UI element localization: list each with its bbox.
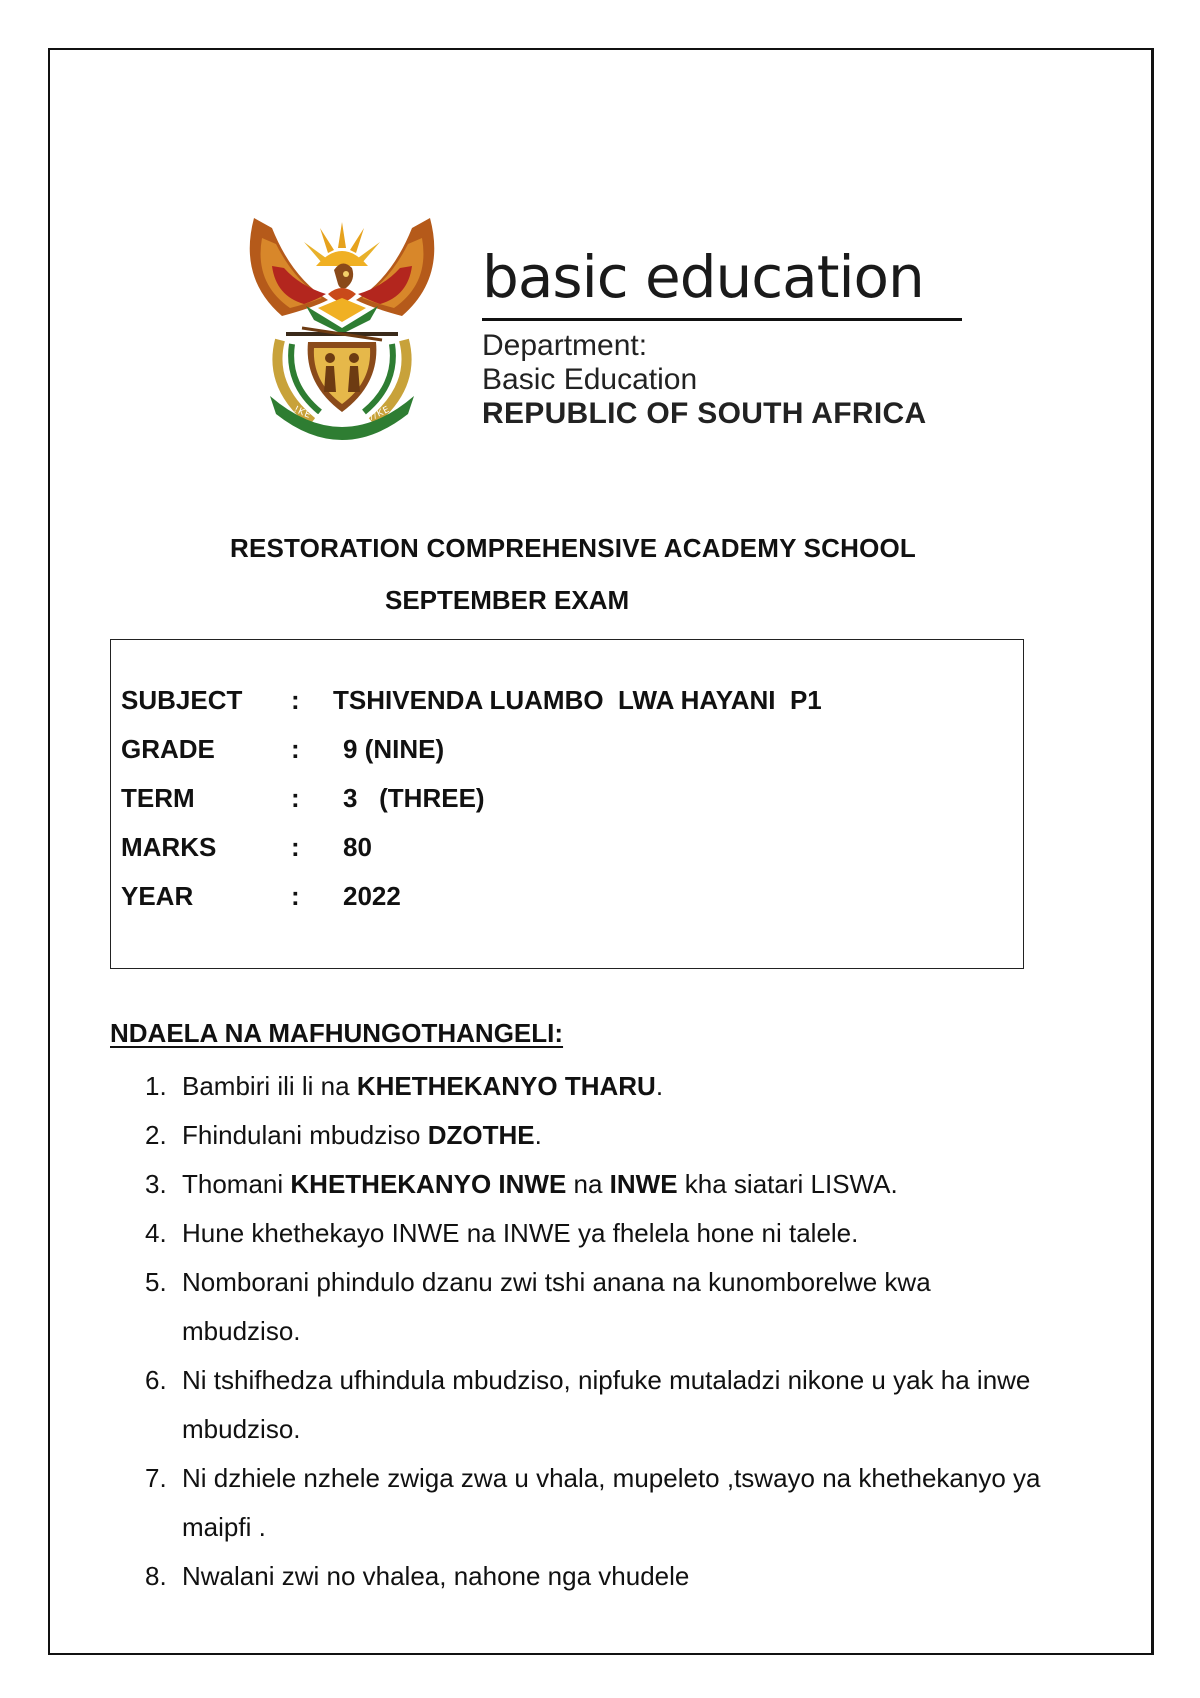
coat-of-arms-logo (242, 208, 442, 454)
department-label: Department: (482, 329, 648, 362)
exam-info-box (110, 639, 1024, 969)
item-number: 6. (145, 1365, 167, 1395)
grade-value: 9 (NINE) (343, 734, 445, 764)
item-number: 8. (145, 1561, 167, 1591)
rising-sun-icon (304, 222, 380, 266)
item-number: 7. (145, 1463, 167, 1493)
separator: : (291, 685, 300, 715)
item-number: 1. (145, 1071, 167, 1101)
item-number: 4. (145, 1218, 167, 1248)
item-text: Nomborani phindulo dzanu zwi tshi anana na kunomborelwe kwa mbudziso. (182, 1267, 931, 1346)
separator: : (291, 881, 300, 911)
year-label: YEAR (121, 881, 194, 911)
subject-value: TSHIVENDA LUAMBO LWA HAYANI P1 (333, 685, 822, 715)
separator: : (291, 734, 300, 764)
term-value: 3 (THREE) (343, 783, 485, 813)
separator: : (291, 783, 300, 813)
instructions-heading: NDAELA NA MAFHUNGOTHANGELI: (110, 1018, 564, 1048)
exam-title: SEPTEMBER EXAM (385, 585, 630, 615)
item-text: Bambiri ili li na KHETHEKANYO THARU. (182, 1071, 664, 1101)
item-text: Thomani KHETHEKANYO INWE na INWE kha siatari LISWA. (182, 1169, 898, 1199)
grade-label: GRADE (121, 734, 215, 764)
shield-icon (308, 342, 377, 412)
separator: : (291, 832, 300, 862)
item-text: Hune khethekayo INWE na INWE ya fhelela hone ni talele. (182, 1218, 859, 1248)
department-name: Basic Education (482, 363, 698, 396)
motto-text: !KE E: /XARRA //KE (291, 404, 393, 428)
year-value: 2022 (343, 881, 401, 911)
term-label: TERM (121, 783, 195, 813)
item-text: Fhindulani mbudziso DZOTHE. (182, 1120, 542, 1150)
brand-title: basic education (482, 243, 924, 311)
item-number: 5. (145, 1267, 167, 1297)
marks-label: MARKS (121, 832, 217, 862)
marks-value: 80 (343, 832, 372, 862)
item-text: Ni tshifhedza ufhindula mbudziso, nipfuke mutaladzi nikone u yak ha inwe mbudziso. (182, 1365, 1031, 1444)
department-branding (482, 243, 962, 431)
subject-label: SUBJECT (121, 685, 243, 715)
item-number: 3. (145, 1169, 167, 1199)
school-name: RESTORATION COMPREHENSIVE ACADEMY SCHOOL (230, 533, 916, 563)
brand-divider (482, 318, 962, 321)
item-text: Ni dzhiele nzhele zwiga zwa u vhala, mupeleto ,tswayo na khethekanyo ya maipfi . (182, 1463, 1041, 1542)
item-number: 2. (145, 1120, 167, 1150)
country-name: REPUBLIC OF SOUTH AFRICA (482, 397, 927, 430)
item-text: Nwalani zwi no vhalea, nahone nga vhudele (182, 1561, 690, 1591)
